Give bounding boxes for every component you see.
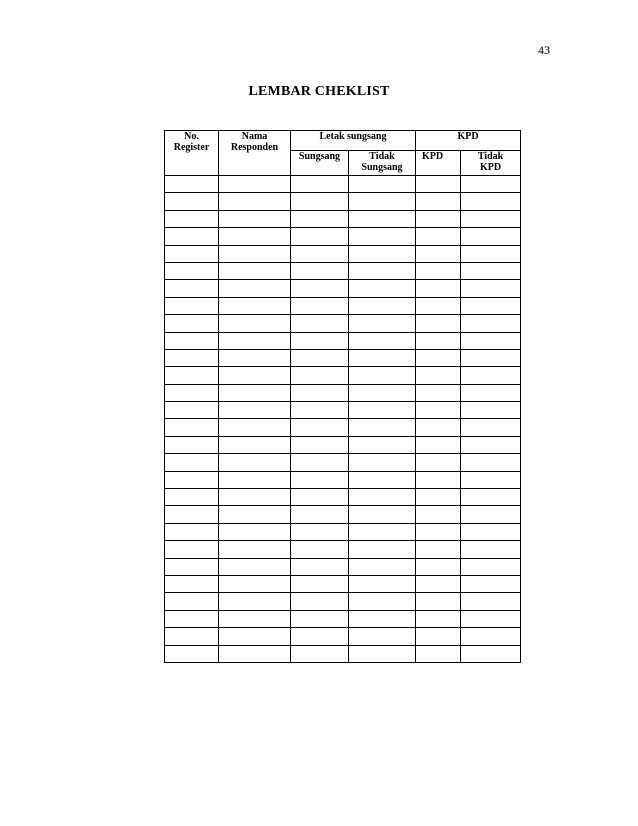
nama-responden-cell[interactable] <box>219 245 291 262</box>
nama-responden-cell[interactable] <box>219 610 291 627</box>
kpd-cell[interactable] <box>416 610 461 627</box>
nama-responden-cell[interactable] <box>219 419 291 436</box>
table-row <box>165 315 521 332</box>
nama-responden-cell[interactable] <box>219 541 291 558</box>
no-register-cell[interactable] <box>165 297 219 314</box>
table-header-row <box>165 131 521 151</box>
tidak-kpd-cell[interactable] <box>461 558 521 575</box>
kpd-cell[interactable] <box>416 210 461 227</box>
no-register-cell[interactable] <box>165 628 219 645</box>
kpd-cell[interactable] <box>416 245 461 262</box>
header-kpd-label: KPD <box>479 162 502 173</box>
page-number: 43 <box>538 43 550 57</box>
no-register-cell[interactable] <box>165 315 219 332</box>
kpd-cell[interactable] <box>416 193 461 210</box>
tidak-kpd-cell[interactable] <box>461 593 521 610</box>
table-row <box>165 558 521 575</box>
no-register-cell[interactable] <box>165 332 219 349</box>
header-no-register <box>165 131 219 176</box>
kpd-cell[interactable] <box>416 367 461 384</box>
header-kpd: KPD <box>416 151 461 176</box>
no-register-cell[interactable] <box>165 558 219 575</box>
no-register-cell[interactable] <box>165 523 219 540</box>
sungsang-cell[interactable] <box>291 471 349 488</box>
tidak-sungsang-cell[interactable] <box>349 367 416 384</box>
nama-responden-cell[interactable] <box>219 471 291 488</box>
sungsang-cell[interactable] <box>291 262 349 279</box>
tidak-sungsang-cell[interactable] <box>349 193 416 210</box>
header-no-label: No. <box>184 131 199 142</box>
kpd-cell[interactable] <box>416 506 461 523</box>
table-row <box>165 523 521 540</box>
table-row <box>165 210 521 227</box>
tidak-sungsang-cell[interactable] <box>349 402 416 419</box>
sungsang-cell[interactable] <box>291 593 349 610</box>
no-register-cell[interactable] <box>165 506 219 523</box>
tidak-kpd-cell[interactable] <box>461 523 521 540</box>
no-register-cell[interactable] <box>165 210 219 227</box>
table-row <box>165 541 521 558</box>
kpd-cell[interactable] <box>416 402 461 419</box>
tidak-sungsang-cell[interactable] <box>349 228 416 245</box>
tidak-sungsang-cell[interactable] <box>349 349 416 366</box>
nama-responden-cell[interactable] <box>219 489 291 506</box>
no-register-cell[interactable] <box>165 489 219 506</box>
kpd-cell[interactable] <box>416 628 461 645</box>
no-register-cell[interactable] <box>165 384 219 401</box>
sungsang-cell[interactable] <box>291 402 349 419</box>
tidak-sungsang-cell[interactable] <box>349 436 416 453</box>
sungsang-cell[interactable] <box>291 506 349 523</box>
no-register-cell[interactable] <box>165 436 219 453</box>
kpd-cell[interactable] <box>416 262 461 279</box>
tidak-sungsang-cell[interactable] <box>349 610 416 627</box>
kpd-cell[interactable] <box>416 558 461 575</box>
kpd-cell[interactable] <box>416 297 461 314</box>
header-nama-label: Nama <box>241 131 268 142</box>
no-register-cell[interactable] <box>165 454 219 471</box>
table-row <box>165 280 521 297</box>
nama-responden-cell[interactable] <box>219 210 291 227</box>
table-row <box>165 593 521 610</box>
nama-responden-cell[interactable] <box>219 523 291 540</box>
table-row <box>165 228 521 245</box>
sungsang-cell[interactable] <box>291 210 349 227</box>
tidak-sungsang-cell[interactable] <box>349 628 416 645</box>
tidak-sungsang-cell[interactable] <box>349 454 416 471</box>
kpd-cell[interactable] <box>416 575 461 592</box>
table-row <box>165 367 521 384</box>
sungsang-cell[interactable] <box>291 176 349 193</box>
header-letak-sungsang: Letak sungsang <box>291 131 416 151</box>
no-register-cell[interactable] <box>165 575 219 592</box>
nama-responden-cell[interactable] <box>219 645 291 662</box>
table-row <box>165 349 521 366</box>
no-register-cell[interactable] <box>165 402 219 419</box>
nama-responden-cell[interactable] <box>219 297 291 314</box>
no-register-cell[interactable] <box>165 280 219 297</box>
nama-responden-cell[interactable] <box>219 176 291 193</box>
table-row <box>165 628 521 645</box>
nama-responden-cell[interactable] <box>219 436 291 453</box>
no-register-cell[interactable] <box>165 593 219 610</box>
tidak-kpd-cell[interactable] <box>461 471 521 488</box>
tidak-sungsang-cell[interactable] <box>349 575 416 592</box>
header-tidak-kpd-label: Tidak <box>477 151 504 162</box>
tidak-kpd-cell[interactable] <box>461 193 521 210</box>
nama-responden-cell[interactable] <box>219 280 291 297</box>
header-tidak-label: Tidak <box>369 151 395 162</box>
header-tidak-sungsang <box>349 151 416 176</box>
sungsang-cell[interactable] <box>291 523 349 540</box>
sungsang-cell[interactable] <box>291 384 349 401</box>
table-row <box>165 610 521 627</box>
nama-responden-cell[interactable] <box>219 454 291 471</box>
tidak-kpd-cell[interactable] <box>461 228 521 245</box>
header-nama-responden <box>219 131 291 176</box>
tidak-kpd-cell[interactable] <box>461 210 521 227</box>
tidak-sungsang-cell[interactable] <box>349 245 416 262</box>
no-register-cell[interactable] <box>165 193 219 210</box>
nama-responden-cell[interactable] <box>219 593 291 610</box>
nama-responden-cell[interactable] <box>219 628 291 645</box>
tidak-sungsang-cell[interactable] <box>349 593 416 610</box>
tidak-sungsang-cell[interactable] <box>349 210 416 227</box>
no-register-cell[interactable] <box>165 228 219 245</box>
kpd-cell[interactable] <box>416 315 461 332</box>
no-register-cell[interactable] <box>165 419 219 436</box>
no-register-cell[interactable] <box>165 367 219 384</box>
nama-responden-cell[interactable] <box>219 506 291 523</box>
nama-responden-cell[interactable] <box>219 575 291 592</box>
table-row <box>165 262 521 279</box>
nama-responden-cell[interactable] <box>219 558 291 575</box>
no-register-cell[interactable] <box>165 541 219 558</box>
sungsang-cell[interactable] <box>291 280 349 297</box>
page-title: LEMBAR CHEKLIST <box>248 84 390 99</box>
kpd-cell[interactable] <box>416 176 461 193</box>
table-row <box>165 419 521 436</box>
tidak-kpd-cell[interactable] <box>461 436 521 453</box>
tidak-kpd-cell[interactable] <box>461 245 521 262</box>
tidak-kpd-cell[interactable] <box>461 610 521 627</box>
tidak-kpd-cell[interactable] <box>461 506 521 523</box>
table-row <box>165 575 521 592</box>
sungsang-cell[interactable] <box>291 193 349 210</box>
sungsang-cell[interactable] <box>291 575 349 592</box>
tidak-kpd-cell[interactable] <box>461 575 521 592</box>
nama-responden-cell[interactable] <box>219 193 291 210</box>
sungsang-cell[interactable] <box>291 628 349 645</box>
tidak-kpd-cell[interactable] <box>461 454 521 471</box>
sungsang-cell[interactable] <box>291 297 349 314</box>
tidak-sungsang-cell[interactable] <box>349 280 416 297</box>
table-row <box>165 193 521 210</box>
table-row <box>165 454 521 471</box>
sungsang-cell[interactable] <box>291 419 349 436</box>
tidak-kpd-cell[interactable] <box>461 349 521 366</box>
tidak-kpd-cell[interactable] <box>461 645 521 662</box>
kpd-cell[interactable] <box>416 436 461 453</box>
kpd-cell[interactable] <box>416 541 461 558</box>
sungsang-cell[interactable] <box>291 541 349 558</box>
sungsang-cell[interactable] <box>291 454 349 471</box>
tidak-kpd-cell[interactable] <box>461 419 521 436</box>
table-row <box>165 506 521 523</box>
tidak-sungsang-cell[interactable] <box>349 489 416 506</box>
kpd-cell[interactable] <box>416 349 461 366</box>
nama-responden-cell[interactable] <box>219 384 291 401</box>
sungsang-cell[interactable] <box>291 349 349 366</box>
sungsang-cell[interactable] <box>291 315 349 332</box>
tidak-kpd-cell[interactable] <box>461 332 521 349</box>
kpd-cell[interactable] <box>416 332 461 349</box>
kpd-cell[interactable] <box>416 593 461 610</box>
nama-responden-cell[interactable] <box>219 332 291 349</box>
kpd-cell[interactable] <box>416 523 461 540</box>
no-register-cell[interactable] <box>165 471 219 488</box>
nama-responden-cell[interactable] <box>219 349 291 366</box>
tidak-kpd-cell[interactable] <box>461 402 521 419</box>
tidak-kpd-cell[interactable] <box>461 367 521 384</box>
tidak-sungsang-cell[interactable] <box>349 471 416 488</box>
header-sungsang-label: Sungsang <box>361 162 403 173</box>
sungsang-cell[interactable] <box>291 645 349 662</box>
tidak-sungsang-cell[interactable] <box>349 523 416 540</box>
tidak-kpd-cell[interactable] <box>461 297 521 314</box>
kpd-cell[interactable] <box>416 228 461 245</box>
table-row <box>165 332 521 349</box>
tidak-kpd-cell[interactable] <box>461 176 521 193</box>
tidak-kpd-cell[interactable] <box>461 262 521 279</box>
kpd-cell[interactable] <box>416 280 461 297</box>
header-tidak-kpd <box>461 151 521 176</box>
no-register-cell[interactable] <box>165 176 219 193</box>
kpd-cell[interactable] <box>416 384 461 401</box>
tidak-kpd-cell[interactable] <box>461 541 521 558</box>
table-row <box>165 176 521 193</box>
kpd-cell[interactable] <box>416 419 461 436</box>
kpd-cell[interactable] <box>416 645 461 662</box>
kpd-cell[interactable] <box>416 489 461 506</box>
table-row <box>165 436 521 453</box>
tidak-sungsang-cell[interactable] <box>349 262 416 279</box>
sungsang-cell[interactable] <box>291 332 349 349</box>
checklist-table <box>164 130 521 663</box>
sungsang-cell[interactable] <box>291 228 349 245</box>
kpd-cell[interactable] <box>416 471 461 488</box>
kpd-cell[interactable] <box>416 454 461 471</box>
table-row <box>165 471 521 488</box>
nama-responden-cell[interactable] <box>219 402 291 419</box>
no-register-cell[interactable] <box>165 645 219 662</box>
table-row <box>165 489 521 506</box>
table-row <box>165 402 521 419</box>
sungsang-cell[interactable] <box>291 436 349 453</box>
tidak-sungsang-cell[interactable] <box>349 384 416 401</box>
tidak-sungsang-cell[interactable] <box>349 506 416 523</box>
sungsang-cell[interactable] <box>291 610 349 627</box>
tidak-sungsang-cell[interactable] <box>349 176 416 193</box>
header-kpd-group: KPD <box>416 131 521 151</box>
tidak-kpd-cell[interactable] <box>461 315 521 332</box>
nama-responden-cell[interactable] <box>219 367 291 384</box>
tidak-kpd-cell[interactable] <box>461 489 521 506</box>
sungsang-cell[interactable] <box>291 367 349 384</box>
tidak-kpd-cell[interactable] <box>461 628 521 645</box>
no-register-cell[interactable] <box>165 610 219 627</box>
table-row <box>165 297 521 314</box>
sungsang-cell[interactable] <box>291 245 349 262</box>
header-sungsang: Sungsang <box>291 151 349 176</box>
tidak-sungsang-cell[interactable] <box>349 541 416 558</box>
table-row <box>165 384 521 401</box>
sungsang-cell[interactable] <box>291 489 349 506</box>
table-row <box>165 245 521 262</box>
tidak-sungsang-cell[interactable] <box>349 645 416 662</box>
tidak-sungsang-cell[interactable] <box>349 297 416 314</box>
tidak-kpd-cell[interactable] <box>461 280 521 297</box>
table-row <box>165 645 521 662</box>
tidak-sungsang-cell[interactable] <box>349 315 416 332</box>
no-register-cell[interactable] <box>165 245 219 262</box>
nama-responden-cell[interactable] <box>219 262 291 279</box>
header-responden-label: Responden <box>230 142 279 153</box>
tidak-sungsang-cell[interactable] <box>349 332 416 349</box>
tidak-kpd-cell[interactable] <box>461 384 521 401</box>
checklist-body <box>165 176 521 663</box>
tidak-sungsang-cell[interactable] <box>349 558 416 575</box>
no-register-cell[interactable] <box>165 262 219 279</box>
nama-responden-cell[interactable] <box>219 315 291 332</box>
nama-responden-cell[interactable] <box>219 228 291 245</box>
header-register-label: Register <box>173 142 210 153</box>
tidak-sungsang-cell[interactable] <box>349 419 416 436</box>
no-register-cell[interactable] <box>165 349 219 366</box>
sungsang-cell[interactable] <box>291 558 349 575</box>
